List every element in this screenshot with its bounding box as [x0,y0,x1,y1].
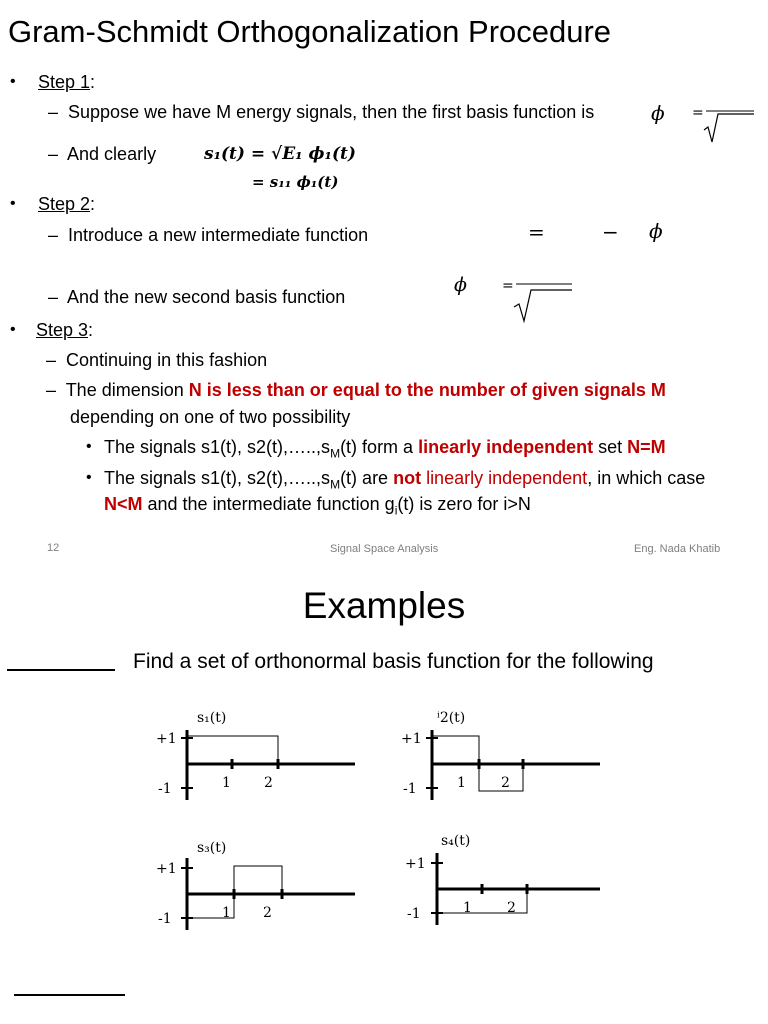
sub1-sub: M [330,446,341,461]
phi-symbol: ϕ [454,274,467,296]
fraction-sqrt-1 [690,100,756,146]
plot-label: ⁱ2(t) [437,710,466,726]
step3-line2-pre: The dimension [65,380,189,400]
step3-sub1 [104,437,666,461]
step2-heading: Step 2: [38,194,96,214]
step1-line2-text: And clearly [67,144,157,164]
ytick-neg: -1 [158,781,172,797]
minus-sign: − [602,220,619,244]
step1-line1-text: Suppose we have M energy signals, then the first basis function is [68,102,595,122]
ytick-pos: +1 [405,856,426,872]
sub-bullet-dot: • [86,469,92,486]
phi-symbol: ϕ [649,219,663,243]
sub2-sub: M [330,477,341,492]
step1-eq1: s₁(t) = √E₁ ϕ₁(t) [204,144,356,164]
divider-line [14,994,125,996]
step3-label: Step 3 [36,320,89,340]
xtick-1: 1 [457,775,466,791]
phi-symbol: ϕ [651,101,665,125]
sub2b-sub: i [394,503,398,518]
step1-line1: – Suppose we have M energy signals, then the first basis function is [48,102,595,122]
svg-text:=: = [692,105,704,121]
bullet-dot: • [10,73,16,90]
sub2b-mid: and the intermediate function g [142,494,395,514]
plot-s2 [395,700,605,805]
ytick-pos: +1 [156,861,177,877]
sub1-red2: N=M [627,437,666,457]
step1-label: Step 1 [38,72,91,92]
sub2b-post: (t) is zero for i>N [397,494,531,514]
bullet-dot: • [10,195,16,212]
plot-label: s₁(t) [197,710,227,726]
xtick-2: 2 [263,905,272,921]
step1-line2: – And clearly [48,144,157,164]
xtick-1: 1 [222,905,231,921]
sub2-post: , in which case [587,468,706,488]
step2-label: Step 2 [38,194,91,214]
footer-center: Signal Space Analysis [330,543,439,555]
slide-title: Gram-Schmidt Orthogonalization Procedure [8,14,612,49]
equals-sign: = [528,220,545,244]
step3-sub2 [104,468,705,492]
sub1-pre: The signals s1(t), s2(t),…..,s [104,437,331,457]
ytick-neg: -1 [407,906,421,922]
find-instruction: Find a set of orthonormal basis function for the following [133,650,654,673]
xtick-1: 1 [222,775,231,791]
xtick-1: 1 [463,900,472,916]
footer-author: Eng. Nada Khatib [634,543,721,555]
fraction-sqrt-2 [500,274,576,324]
step3-line1-text: Continuing in this fashion [66,350,268,370]
plot-s4 [395,825,605,930]
sub1-red: linearly independent [418,437,594,457]
ytick-neg: -1 [158,911,172,927]
divider-line [7,669,115,671]
step3-line2-red: N is less than or equal to the number of given signals M [188,380,666,400]
step3-sub2b [104,494,531,518]
step3-line3: depending on one of two possibility [70,407,351,427]
xtick-2: 2 [501,775,510,791]
step2-line1-text: Introduce a new intermediate function [68,225,369,245]
xtick-2: 2 [264,775,273,791]
step3-heading: Step 3: [36,320,94,340]
ytick-pos: +1 [156,731,177,747]
sub1-post: set [593,437,628,457]
examples-title: Examples [302,585,466,626]
page-number: 12 [47,542,60,554]
step2-line2: – And the new second basis function [48,287,346,307]
sub2-mid: (t) are [340,468,394,488]
step1-eq2: = s₁₁ ϕ₁(t) [252,173,339,191]
plot-s3 [150,830,360,935]
bullet-dot: • [10,321,16,338]
ytick-neg: -1 [403,781,417,797]
step2-line2-text: And the new second basis function [67,287,346,307]
plot-s1 [150,700,360,805]
svg-text:=: = [502,278,514,294]
sub-bullet-dot: • [86,438,92,455]
sub2-pre: The signals s1(t), s2(t),…..,s [104,468,331,488]
step3-line1: – Continuing in this fashion [46,350,268,370]
xtick-2: 2 [507,900,516,916]
plot-label: s₃(t) [197,840,227,856]
step2-line1: – Introduce a new intermediate function [48,225,369,245]
sub2-not: not [393,468,422,488]
ytick-pos: +1 [401,731,422,747]
plot-label: s₄(t) [441,833,471,849]
step3-line2: – The dimension N is less than or equal to the number of given signals M [46,380,666,400]
sub2b-red: N<M [104,494,143,514]
step1-heading: Step 1: [38,72,96,92]
sub2-red: linearly independent [421,468,588,488]
sub1-mid: (t) form a [340,437,419,457]
